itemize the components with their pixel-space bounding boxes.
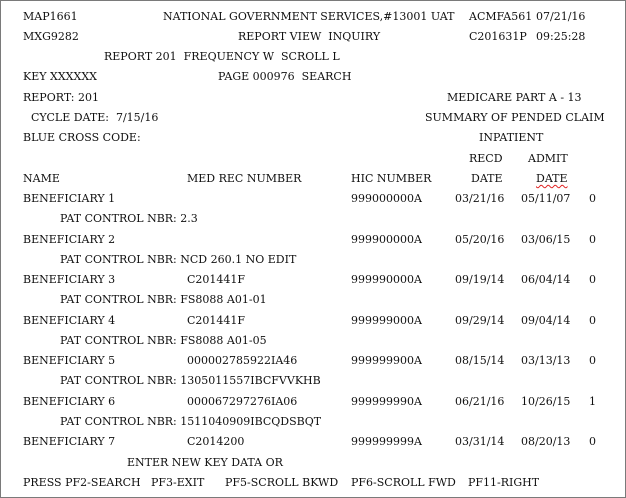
col-header-admit-date: DATE (536, 172, 568, 185)
row-extra: 0 (589, 233, 596, 246)
recd-date: 09/19/14 (455, 273, 505, 286)
pf3-exit-key[interactable]: PF3-EXIT (151, 476, 205, 489)
col-header-name: NAME (23, 172, 60, 185)
hic-number: 999999000A (351, 314, 422, 327)
screen-id: MAP1661 (23, 10, 78, 23)
system-title: NATIONAL GOVERNMENT SERVICES,#13001 UAT (163, 10, 455, 23)
row-extra: 0 (589, 435, 596, 448)
beneficiary-name: BENEFICIARY 3 (23, 273, 116, 286)
beneficiary-name: BENEFICIARY 7 (23, 435, 116, 448)
current-time: 09:25:28 (536, 30, 586, 43)
beneficiary-name: BENEFICIARY 4 (23, 314, 116, 327)
admit-date: 05/11/07 (521, 192, 571, 205)
inpatient-label: INPATIENT (479, 131, 544, 144)
beneficiary-name: BENEFICIARY 5 (23, 354, 116, 367)
pf2-search-key[interactable]: PRESS PF2-SEARCH (23, 476, 141, 489)
recd-date: 03/31/14 (455, 435, 505, 448)
hic-number: 999999990A (351, 395, 422, 408)
report-summary-title: SUMMARY OF PENDED CLAIM (425, 111, 605, 124)
pat-control-nbr: PAT CONTROL NBR: 2.3 (60, 212, 198, 225)
pat-control-nbr: PAT CONTROL NBR: FS8088 A01-05 (60, 334, 267, 347)
current-date: 07/21/16 (536, 10, 586, 23)
recd-date: 09/29/14 (455, 314, 505, 327)
blue-cross-code: BLUE CROSS CODE: (23, 131, 141, 144)
pat-control-nbr: PAT CONTROL NBR: 1305011557IBCFVVKHB (60, 374, 321, 387)
recd-date: 03/21/16 (455, 192, 505, 205)
row-extra: 0 (589, 354, 596, 367)
beneficiary-name: BENEFICIARY 1 (23, 192, 116, 205)
pat-control-nbr: PAT CONTROL NBR: NCD 260.1 NO EDIT (60, 253, 297, 266)
hic-number: 999000000A (351, 192, 422, 205)
pat-control-nbr: PAT CONTROL NBR: 1511040909IBCQDSBQT (60, 415, 322, 428)
user-id: MXG9282 (23, 30, 79, 43)
admit-date: 10/26/15 (521, 395, 571, 408)
screen-title: REPORT VIEW INQUIRY (238, 30, 381, 43)
row-extra: 0 (589, 192, 596, 205)
admit-date: 09/04/14 (521, 314, 571, 327)
hic-number: 999900000A (351, 233, 422, 246)
admit-date: 03/13/13 (521, 354, 571, 367)
pf11-right-key[interactable]: PF11-RIGHT (468, 476, 540, 489)
col-header-admit: ADMIT (528, 152, 568, 165)
med-rec-number: C201441F (187, 273, 246, 286)
row-extra: 0 (589, 273, 596, 286)
hic-number: 999999900A (351, 354, 422, 367)
med-rec-number: 000067297276IA06 (187, 395, 298, 408)
report-frequency-scroll: REPORT 201 FREQUENCY W SCROLL L (104, 50, 340, 63)
program-id: ACMFA561 (469, 10, 533, 23)
col-header-med-rec: MED REC NUMBER (187, 172, 302, 185)
cycle-date: CYCLE DATE: 7/15/16 (31, 111, 159, 124)
med-rec-number: C2014200 (187, 435, 245, 448)
entry-prompt: ENTER NEW KEY DATA OR (127, 456, 283, 469)
key-field[interactable]: KEY XXXXXX (23, 70, 97, 83)
col-header-hic: HIC NUMBER (351, 172, 432, 185)
pat-control-nbr: PAT CONTROL NBR: FS8088 A01-01 (60, 293, 267, 306)
beneficiary-name: BENEFICIARY 6 (23, 395, 116, 408)
col-header-recd-date: DATE (471, 172, 503, 185)
recd-date: 06/21/16 (455, 395, 505, 408)
admit-date: 06/04/14 (521, 273, 571, 286)
recd-date: 08/15/14 (455, 354, 505, 367)
row-extra: 0 (589, 314, 596, 327)
pf6-scroll-forward-key[interactable]: PF6-SCROLL FWD (351, 476, 456, 489)
report-number: REPORT: 201 (23, 91, 99, 104)
pf5-scroll-backward-key[interactable]: PF5-SCROLL BKWD (225, 476, 339, 489)
medicare-part: MEDICARE PART A - 13 (447, 91, 582, 104)
beneficiary-name: BENEFICIARY 2 (23, 233, 116, 246)
admit-date: 08/20/13 (521, 435, 571, 448)
hic-number: 999999999A (351, 435, 422, 448)
admit-date: 03/06/15 (521, 233, 571, 246)
row-extra: 1 (589, 395, 596, 408)
col-header-recd: RECD (469, 152, 503, 165)
hic-number: 999990000A (351, 273, 422, 286)
med-rec-number: 000002785922IA46 (187, 354, 298, 367)
med-rec-number: C201441F (187, 314, 246, 327)
job-code: C201631P (469, 30, 527, 43)
page-search: PAGE 000976 SEARCH (218, 70, 352, 83)
recd-date: 05/20/16 (455, 233, 505, 246)
